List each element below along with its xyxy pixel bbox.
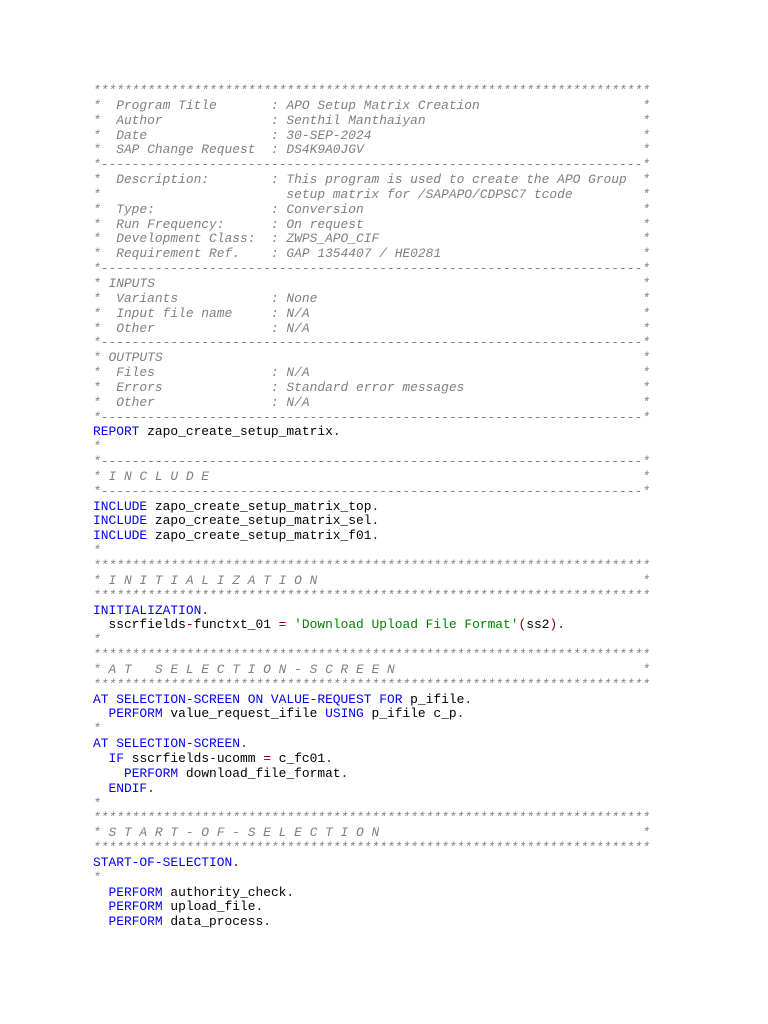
- code-line: [93, 663, 650, 678]
- keyword-token: PERFORM: [108, 899, 163, 915]
- code-line: [93, 752, 650, 767]
- comment-text: * Run Frequency: : On request *: [93, 216, 650, 232]
- comment-text: * Input file name : N/A *: [93, 305, 650, 321]
- code-line: [93, 633, 650, 648]
- comment-text: * Author : Senthil Manthaiyan *: [93, 112, 650, 128]
- punctuation-token: .: [456, 706, 465, 722]
- identifier-token: [93, 751, 108, 766]
- identifier-token: [93, 781, 108, 796]
- code-line: [93, 351, 650, 366]
- punctuation-token: .: [371, 498, 380, 514]
- keyword-token: USING: [325, 706, 364, 722]
- code-line: [93, 425, 650, 440]
- code-line: [93, 589, 650, 604]
- source-code-listing: [93, 84, 650, 930]
- comment-text: *: [93, 795, 101, 811]
- identifier-token: ucomm: [216, 750, 264, 766]
- code-line: [93, 559, 650, 574]
- code-line: [93, 188, 650, 203]
- comment-text: * I N I T I A L I Z A T I O N *: [93, 572, 650, 588]
- code-line: [93, 292, 650, 307]
- code-line: [93, 143, 650, 158]
- code-line: [93, 114, 650, 129]
- code-line: [93, 455, 650, 470]
- keyword-token: ENDIF: [108, 780, 148, 796]
- comment-text: * OUTPUTS *: [93, 350, 650, 366]
- comment-text: * Errors : Standard error messages *: [93, 379, 650, 395]
- comment-text: *: [93, 869, 101, 885]
- punctuation-token: .: [464, 691, 473, 707]
- code-line: [93, 440, 650, 455]
- code-line: [93, 693, 650, 708]
- identifier-token: c_fc01: [270, 750, 326, 766]
- code-line: [93, 737, 650, 752]
- comment-text: * Program Title : APO Setup Matrix Creation *: [93, 97, 650, 113]
- comment-text: *----------------------------------------------------------------------*: [93, 409, 650, 425]
- code-line: [93, 322, 650, 337]
- identifier-token: [93, 914, 108, 929]
- punctuation-token: -: [185, 617, 194, 633]
- identifier-token: [93, 766, 124, 781]
- identifier-token: sscrfields: [93, 617, 186, 633]
- identifier-token: authority_check: [162, 884, 287, 900]
- code-line: [93, 544, 650, 559]
- code-line: [93, 574, 650, 589]
- comment-text: * Files : N/A *: [93, 365, 650, 381]
- comment-text: ************************************************************************: [93, 587, 650, 603]
- code-line: [93, 604, 650, 619]
- code-line: [93, 811, 650, 826]
- comment-text: * Requirement Ref. : GAP 1354407 / HE0281 *: [93, 246, 650, 262]
- comment-text: * Description: : This program is used to create the APO Group *: [93, 172, 650, 188]
- keyword-token: IF: [108, 750, 124, 766]
- comment-text: *: [93, 721, 101, 737]
- keyword-token: INITIALIZATION: [93, 602, 202, 618]
- comment-text: ************************************************************************: [93, 676, 650, 692]
- identifier-token: sscrfields: [123, 750, 210, 766]
- identifier-token: download_file_format: [178, 765, 341, 781]
- identifier-token: zapo_create_setup_matrix: [139, 424, 333, 440]
- comment-text: * Variants : None *: [93, 290, 650, 306]
- punctuation-token: .: [147, 780, 155, 796]
- identifier-token: p_ifile: [402, 691, 465, 707]
- code-line: [93, 262, 650, 277]
- comment-text: ************************************************************************: [93, 558, 650, 573]
- punctuation-token: ).: [549, 617, 565, 633]
- punctuation-token: .: [232, 854, 240, 870]
- code-line: [93, 648, 650, 663]
- identifier-token: data_process: [162, 914, 264, 930]
- identifier-token: upload_file: [162, 899, 256, 915]
- keyword-token: PERFORM: [108, 914, 163, 930]
- code-line: [93, 900, 650, 915]
- keyword-token: AT SELECTION-SCREEN: [93, 736, 240, 752]
- code-line: [93, 99, 650, 114]
- code-line: [93, 841, 650, 856]
- code-line: [93, 618, 650, 633]
- code-line: [93, 203, 650, 218]
- code-line: [93, 173, 650, 188]
- code-line: [93, 396, 650, 411]
- comment-text: *----------------------------------------------------------------------*: [93, 157, 650, 173]
- punctuation-token: =: [278, 617, 287, 633]
- code-line: [93, 782, 650, 797]
- code-line: [93, 336, 650, 351]
- comment-text: ************************************************************************: [93, 83, 650, 98]
- code-line: [93, 856, 650, 871]
- code-line: [93, 678, 650, 693]
- code-line: [93, 277, 650, 292]
- comment-text: *----------------------------------------------------------------------*: [93, 335, 650, 351]
- punctuation-token: .: [286, 884, 295, 900]
- code-line: [93, 797, 650, 812]
- comment-text: * Date : 30-SEP-2024 *: [93, 127, 650, 143]
- identifier-token: value_request_ifile: [162, 706, 326, 722]
- comment-text: * INPUTS *: [93, 275, 650, 291]
- keyword-token: PERFORM: [123, 765, 179, 781]
- comment-text: * SAP Change Request : DS4K9A0JGV *: [93, 142, 650, 158]
- code-line: [93, 871, 650, 886]
- code-line: [93, 722, 650, 737]
- code-line: [93, 307, 650, 322]
- comment-text: * Other : N/A *: [93, 320, 650, 336]
- code-line: [93, 411, 650, 426]
- identifier-token: [93, 885, 108, 900]
- comment-text: *: [93, 439, 101, 455]
- comment-text: *: [93, 632, 101, 648]
- comment-text: * I N C L U D E *: [93, 468, 650, 484]
- identifier-token: [286, 617, 294, 632]
- string-literal: 'Download Upload File Format': [294, 617, 519, 633]
- comment-text: * A T S E L E C T I O N - S C R E E N *: [93, 661, 650, 677]
- code-line: [93, 826, 650, 841]
- comment-text: * Other : N/A *: [93, 394, 650, 410]
- keyword-token: INCLUDE: [93, 513, 148, 529]
- code-line: [93, 529, 650, 544]
- code-line: [93, 485, 650, 500]
- identifier-token: zapo_create_setup_matrix_sel: [147, 513, 372, 529]
- punctuation-token: .: [332, 424, 341, 440]
- code-line: [93, 915, 650, 930]
- keyword-token: PERFORM: [108, 884, 163, 900]
- punctuation-token: .: [263, 914, 271, 930]
- punctuation-token: -: [209, 750, 217, 766]
- keyword-token: REPORT: [93, 424, 140, 440]
- code-line: [93, 767, 650, 782]
- identifier-token: zapo_create_setup_matrix_f01: [147, 528, 372, 544]
- code-line: [93, 247, 650, 262]
- punctuation-token: (: [518, 617, 527, 633]
- identifier-token: [93, 706, 108, 721]
- keyword-token: INCLUDE: [93, 498, 148, 514]
- comment-text: ************************************************************************: [93, 840, 650, 856]
- identifier-token: [93, 899, 108, 914]
- code-line: [93, 129, 650, 144]
- code-line: [93, 366, 650, 381]
- punctuation-token: .: [371, 528, 380, 544]
- punctuation-token: .: [325, 750, 333, 766]
- comment-text: * setup matrix for /SAPAPO/CDPSC7 tcode *: [93, 186, 650, 202]
- keyword-token: START-OF-SELECTION: [93, 854, 233, 870]
- identifier-token: ss2: [526, 617, 550, 633]
- comment-text: *: [93, 543, 101, 559]
- code-line: [93, 158, 650, 173]
- comment-text: *----------------------------------------------------------------------*: [93, 483, 650, 499]
- keyword-token: INCLUDE: [93, 528, 148, 544]
- code-line: [93, 381, 650, 396]
- punctuation-token: .: [371, 513, 380, 529]
- code-line: [93, 218, 650, 233]
- punctuation-token: =: [263, 750, 271, 766]
- comment-text: * Type: : Conversion *: [93, 201, 650, 217]
- code-line: [93, 886, 650, 901]
- comment-text: *----------------------------------------------------------------------*: [93, 454, 650, 470]
- identifier-token: functxt_01: [193, 617, 279, 633]
- punctuation-token: .: [255, 899, 264, 915]
- comment-text: * S T A R T - O F - S E L E C T I O N *: [93, 825, 650, 841]
- keyword-token: AT SELECTION-SCREEN ON VALUE-REQUEST FOR: [93, 691, 403, 707]
- keyword-token: PERFORM: [108, 706, 163, 722]
- code-line: [93, 514, 650, 529]
- comment-text: * Development Class: : ZWPS_APO_CIF *: [93, 231, 650, 247]
- identifier-token: zapo_create_setup_matrix_top: [147, 498, 372, 514]
- identifier-token: p_ifile c_p: [363, 706, 457, 722]
- code-line: [93, 232, 650, 247]
- punctuation-token: .: [239, 736, 248, 752]
- punctuation-token: .: [340, 765, 349, 781]
- code-line: [93, 84, 650, 99]
- code-line: [93, 707, 650, 722]
- comment-text: ************************************************************************: [93, 810, 650, 826]
- code-line: [93, 470, 650, 485]
- comment-text: ************************************************************************: [93, 647, 650, 663]
- code-line: [93, 500, 650, 515]
- comment-text: *----------------------------------------------------------------------*: [93, 261, 650, 277]
- punctuation-token: .: [201, 602, 210, 618]
